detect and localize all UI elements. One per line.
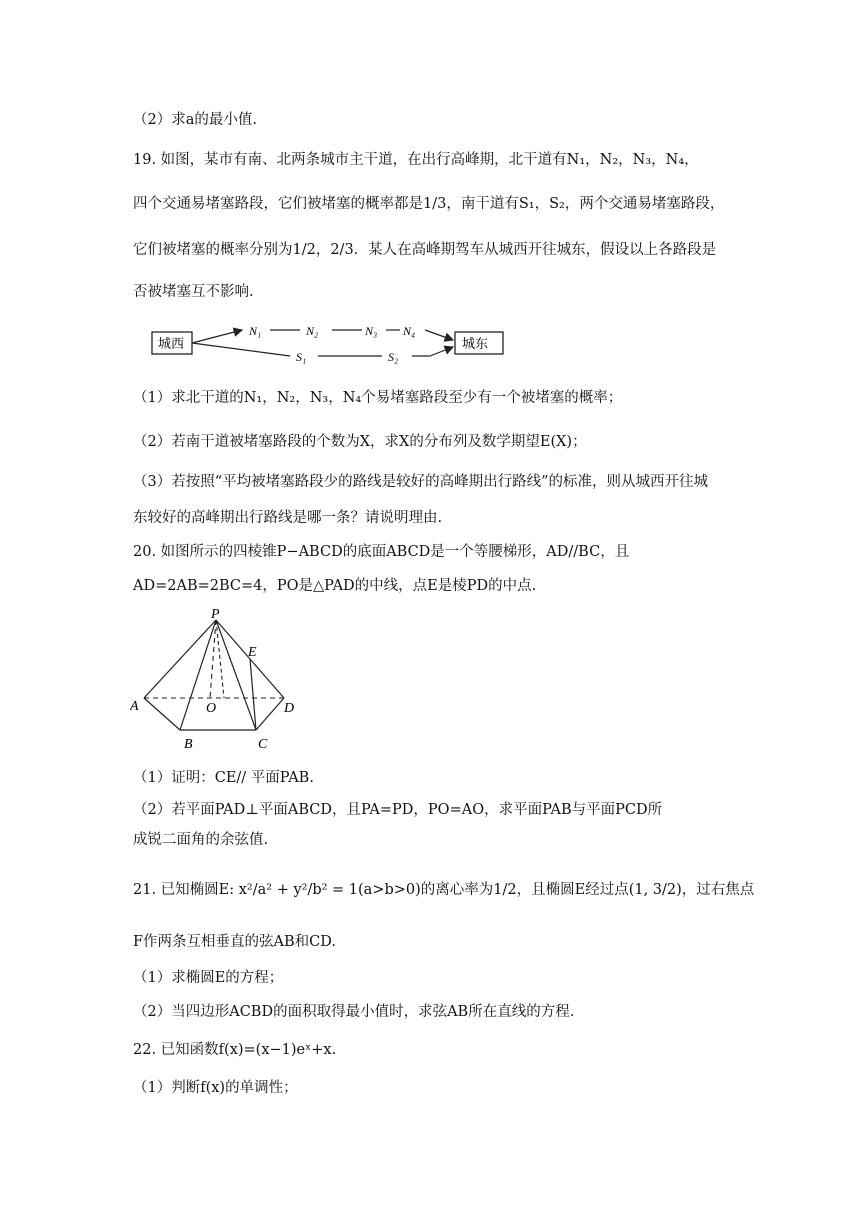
- north-n2: N₂: [306, 324, 319, 338]
- q19-part3b: 东较好的高峰期出行路线是哪一条？请说明理由.: [133, 510, 443, 526]
- label-a: A: [130, 699, 139, 714]
- north-n4: N₄: [403, 324, 416, 338]
- q18-part2: （2）求a的最小值.: [133, 112, 257, 128]
- q19-part3a: （3）若按照“平均被堵塞路段少的路线是较好的高峰期出行路线”的标准，则从城西开往城: [133, 474, 709, 490]
- q19-line3: 它们被堵塞的概率分别为1/2，2/3．某人在高峰期驾车从城西开往城东，假设以上各路段是: [133, 242, 717, 258]
- label-o: O: [206, 701, 217, 716]
- q21-line2: F作两条互相垂直的弦AB和CD.: [133, 934, 336, 950]
- west-label: 城西: [158, 336, 185, 351]
- label-e: E: [248, 645, 257, 660]
- pyramid-figure: [130, 606, 310, 756]
- q19-part2: （2）若南干道被堵塞路段的个数为X，求X的分布列及数学期望E(X)；: [133, 434, 587, 450]
- label-d: D: [284, 701, 295, 716]
- q19-line4: 否被堵塞互不影响.: [133, 284, 254, 300]
- q21-part1: （1）求椭圆E的方程；: [133, 970, 284, 986]
- road-diagram: [150, 322, 530, 372]
- label-c: C: [258, 737, 268, 752]
- north-n3: N₃: [365, 324, 378, 338]
- label-p: P: [211, 607, 220, 622]
- east-label: 城东: [462, 336, 489, 351]
- q19-line2: 四个交通易堵塞路段，它们被堵塞的概率都是1/3，南干道有S₁，S₂，两个交通易堵塞路段，: [133, 196, 725, 212]
- q21-part2: （2）当四边形ACBD的面积取得最小值时，求弦AB所在直线的方程.: [133, 1004, 575, 1020]
- q22-part1: （1）判断f(x)的单调性；: [133, 1080, 298, 1096]
- q20-part1: （1）证明：CE// 平面PAB.: [133, 770, 314, 786]
- q21-line1: 21. 已知椭圆E: x²/a² + y²/b² = 1(a>b>0)的离心率为1/2，且椭圆E经过点(1, 3/2)，过右焦点: [133, 882, 755, 898]
- north-n1: N₁: [249, 324, 262, 338]
- south-s1: S₁: [296, 350, 307, 364]
- q19-part1: （1）求北干道的N₁，N₂，N₃，N₄个易堵塞路段至少有一个被堵塞的概率；: [133, 390, 623, 406]
- q19-line1: 19. 如图，某市有南、北两条城市主干道，在出行高峰期，北干道有N₁，N₂，N₃，N₄，: [133, 152, 699, 168]
- q22-line1: 22. 已知函数f(x)=(x−1)eˣ+x.: [133, 1042, 337, 1058]
- south-s2: S₂: [388, 350, 399, 364]
- label-b: B: [184, 737, 193, 752]
- q20-part2a: （2）若平面PAD⊥平面ABCD，且PA=PD，PO=AO，求平面PAB与平面PCD所: [133, 802, 663, 818]
- q20-line2: AD=2AB=2BC=4，PO是△PAD的中线，点E是棱PD的中点.: [133, 578, 537, 594]
- q20-line1: 20. 如图所示的四棱锥P−ABCD的底面ABCD是一个等腰梯形，AD//BC，且: [133, 544, 630, 560]
- q20-part2b: 成锐二面角的余弦值.: [133, 832, 269, 848]
